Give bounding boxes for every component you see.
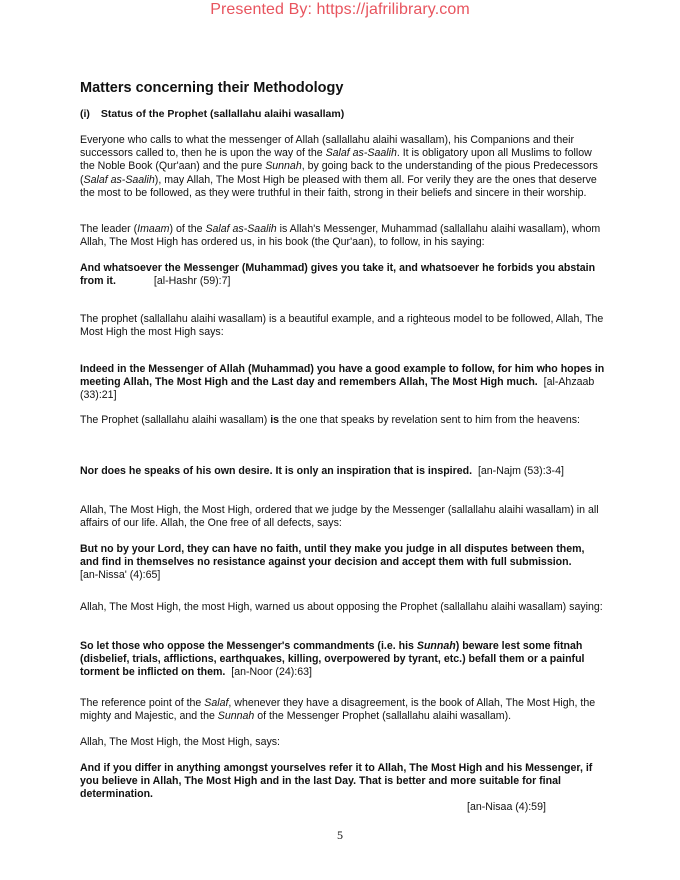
quote-reference: [an-Noor (24):63] (231, 666, 312, 679)
page-number: 5 (337, 828, 343, 842)
paragraph-says: Allah, The Most High, the Most High, says: (80, 736, 280, 748)
paragraph-leader: The leader (Imaam) of the Salaf as-Saalih is Allah's Messenger, Muhammad (sallallahu alaihi wasallam), whom Allah, The Most High has ordered us, in his book (the Qur'aan), to follow, in his saying: (80, 223, 601, 249)
quote-reference: [al-Hashr (59):7] (153, 275, 231, 288)
quote-al-hashr: And whatsoever the Messenger (Muhammad) gives you take it, and whatsoever he forbids you abstain from it. [al-Hashr (59):7] (80, 262, 596, 288)
section-heading: Matters concerning their Methodology (80, 80, 344, 96)
quote-an-najm: Nor does he speaks of his own desire. It is only an inspiration that is inspired. [an-Najm (53):3-4] (80, 465, 564, 477)
quote-al-ahzaab: Indeed in the Messenger of Allah (Muhammad) you have a good example to follow, for him who hopes in meeting Allah, The Most High and the Last day and remembers Allah, The Most High much. [al-Ahzaab (33):21] (80, 363, 605, 402)
paragraph-judge: Allah, The Most High, the Most High, ordered that we judge by the Messenger (sallallahu alaihi wasallam) in all affairs of our life. Allah, the One free of all defects, says: (80, 504, 599, 530)
subsection-title: Status of the Prophet (sallallahu alaihi wasallam) (100, 108, 345, 120)
quote-an-nisaa-59: And if you differ in anything amongst yourselves refer it to Allah, The Most High and his Messenger, if you believe in Allah, The Most High and in the last Day. That is better and more suitable for final determination. (80, 762, 593, 801)
quote-reference: [an-Najm (53):3-4] (477, 465, 564, 477)
subsection-heading (80, 108, 344, 120)
paragraph-revelation: The Prophet (sallallahu alaihi wasallam) is the one that speaks by revelation sent to him from the heavens: (80, 414, 580, 426)
quote-reference: [al-Ahzaab (33):21] (80, 376, 595, 402)
quote-an-nissa-65: But no by your Lord, they can have no faith, until they make you judge in all disputes between them, and find in themselves no resistance against your decision and accept them with full submission.[an-Nissa' (4):65] (80, 543, 585, 582)
paragraph-intro: Everyone who calls to what the messenger of Allah (sallallahu alaihi wasallam), his Companions and their successors called to, then he is upon the way of the Salaf as-Saalih. It is obligatory upon all Muslims to follow the Noble Book (Qur'aan) and the pure Sunnah, by going back to the understanding of the pious Predecessors (Salaf as-Saalih), may Allah, The Most High be pleased with them all. For verily they are the ones that deserve the most to be followed, as they were truthful in their faith, strong in their beliefs and sincere in their worship. (80, 134, 598, 199)
quote-reference: [an-Nissa' (4):65] (80, 569, 161, 582)
quote-reference: [an-Nisaa (4):59] (467, 801, 546, 813)
paragraph-example: The prophet (sallallahu alaihi wasallam) is a beautiful example, and a righteous model to be followed, Allah, The Most High the most High says: (80, 313, 604, 339)
quote-an-noor: So let those who oppose the Messenger's commandments (i.e. his Sunnah) beware lest some fitnah (disbelief, trials, afflictions, earthquakes, killing, overpowered by tyrant, etc.) befall them or a painful torment be inflicted on them. [an-Noor (24):63] (80, 640, 585, 679)
subsection-number: (i) (80, 108, 90, 120)
watermark-banner: Presented By: https://jafrilibrary.com (210, 1, 470, 18)
paragraph-reference-point: The reference point of the Salaf, whenever they have a disagreement, is the book of Allah, The Most High, the mighty and Majestic, and the Sunnah of the Messenger Prophet (sallallahu alaihi wasallam). (80, 697, 596, 723)
paragraph-warning: Allah, The Most High, the most High, warned us about opposing the Prophet (sallallahu alaihi wasallam) saying: (80, 601, 603, 613)
